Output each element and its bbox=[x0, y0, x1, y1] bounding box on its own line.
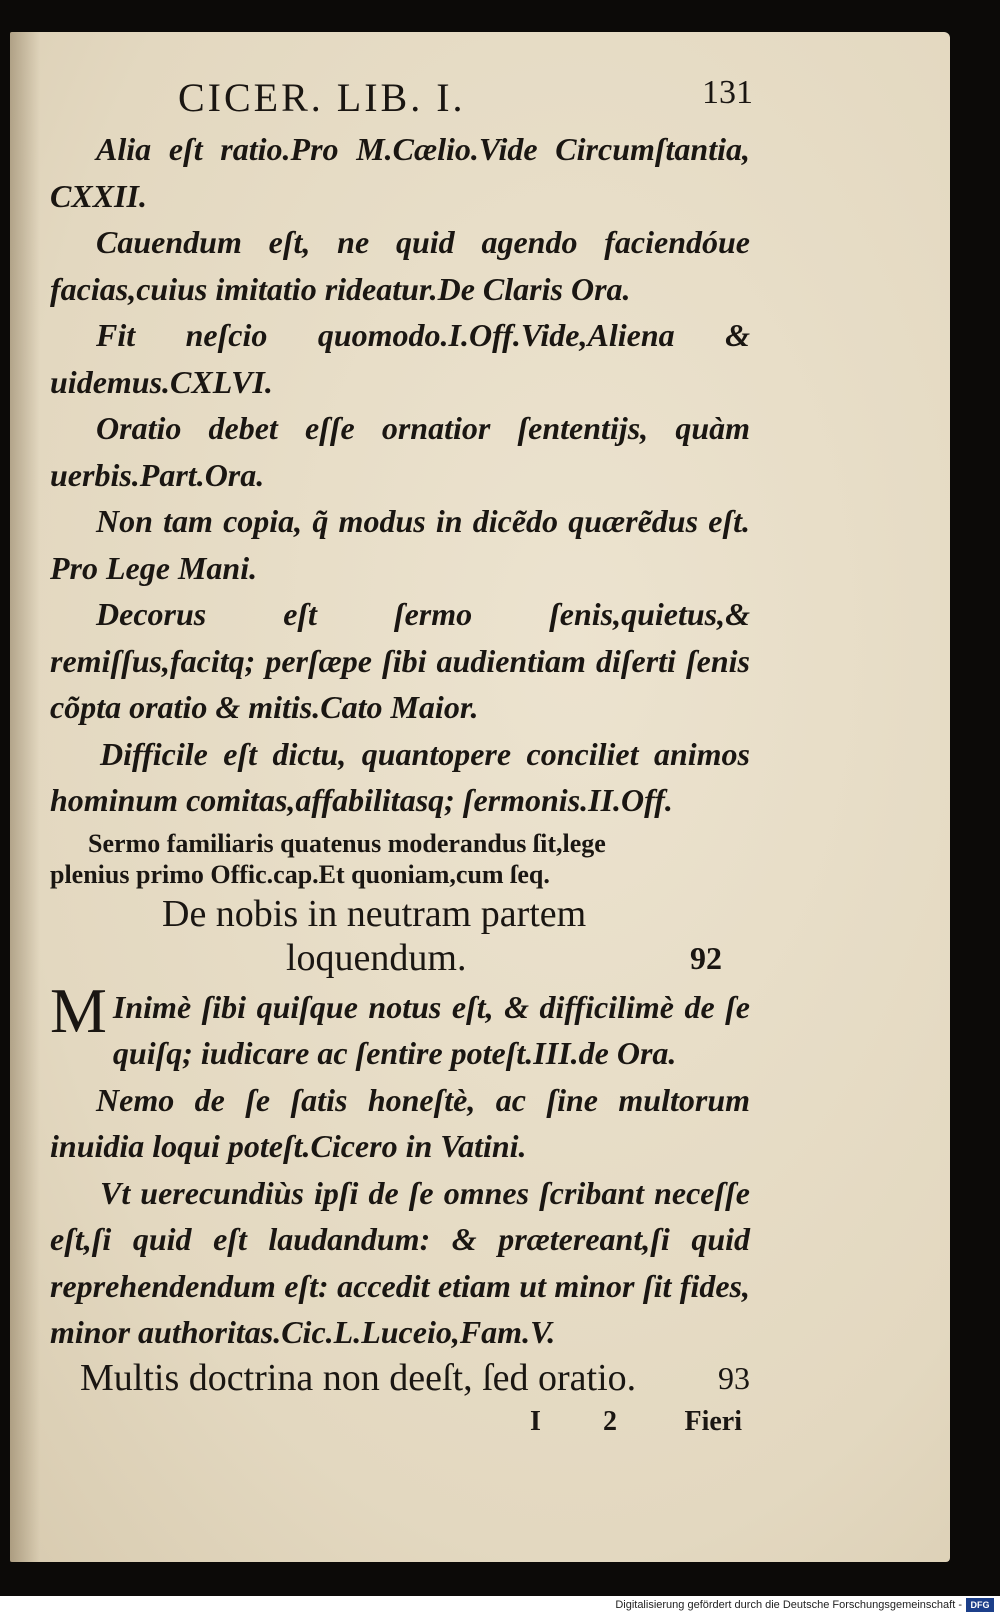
dropcap-paragraph bbox=[50, 974, 750, 1077]
entry-paragraph: Vt uerecundiùs ipſi de ſe omnes ſcribant neceſſe eſt,ſi quid eſt laudandum: & prætereant,ſi quid reprehendendum eſt: accedit etiam ut minor ſit fides, minor authoritas.Cic.L.Luceio,Fam.V. bbox=[50, 1174, 750, 1350]
section-heading bbox=[50, 892, 750, 980]
note-line: Sermo familiaris quatenus moderandus ſit,lege bbox=[88, 828, 606, 858]
entry-paragraph: Alia eſt ratio.Pro M.Cælio.Vide Circumſtantia, CXXII. bbox=[50, 131, 750, 214]
running-head-title: CICER. LIB. I. bbox=[178, 75, 466, 120]
entry-paragraph: Cauendum eſt, ne quid agendo faciendóue facias,cuius imitatio rideatur.De Claris Ora. bbox=[50, 224, 750, 307]
catchword: Fieri bbox=[684, 1405, 742, 1437]
entry-paragraph: Difficile eſt dictu, quantopere conciliet animos hominum comitas,affabilitasq; ſermonis.II.Off. bbox=[50, 735, 750, 818]
dfg-logo-icon: DFG bbox=[966, 1598, 994, 1612]
entry-paragraph: Fit neſcio quomodo.I.Off.Vide,Aliena & uidemus.CXLVI. bbox=[50, 317, 750, 400]
entry-paragraph: Oratio debet eſſe ornatior ſententijs, quàm uerbis.Part.Ora. bbox=[50, 410, 750, 493]
next-section-number: 93 bbox=[718, 1359, 750, 1396]
gutter-shadow bbox=[10, 32, 40, 1562]
drop-cap: M bbox=[50, 974, 107, 1046]
signature-line bbox=[50, 1406, 750, 1442]
note-line: plenius primo Offic.cap.Et quoniam,cum ſeq. bbox=[50, 859, 550, 889]
dropcap-paragraph-text: Inimè ſibi quiſque notus eſt, & difficilimè de ſe quiſq; iudicare ac ſentire poteſt.III.de Ora. bbox=[112, 988, 750, 1071]
next-section-title: Multis doctrina non deeſt, ſed oratio. bbox=[80, 1356, 637, 1399]
section-heading-line2: loquendum. bbox=[286, 936, 467, 979]
digitization-notice: Digitalisierung gefördert durch die Deutsche Forschungsgemeinschaft - bbox=[615, 1599, 962, 1611]
section-number: 92 bbox=[690, 939, 722, 976]
entry-paragraph: Non tam copia, q̃ modus in dicẽdo quærẽdus eſt. Pro Lege Mani. bbox=[50, 503, 750, 586]
page-text-block bbox=[50, 70, 753, 1442]
entry-paragraph: Nemo de ſe ſatis honeſtè, ac ſine multorum inuidia loqui poteſt.Cicero in Vatini. bbox=[50, 1081, 750, 1164]
section-heading-line1: De nobis in neutram partem bbox=[162, 892, 587, 935]
signature-mark: I bbox=[530, 1405, 541, 1437]
running-head bbox=[50, 70, 753, 126]
page-number: 131 bbox=[702, 74, 753, 111]
cross-reference-note bbox=[50, 828, 750, 890]
entry-paragraph: Decorus eſt ſermo ſenis,quietus,& remiſſus,facitq; perſæpe ſibi audientiam diſerti ſenis cõpta oratio & mitis.Cato Maior. bbox=[50, 596, 750, 725]
next-section-heading bbox=[50, 1356, 750, 1406]
signature-number: 2 bbox=[603, 1405, 617, 1437]
